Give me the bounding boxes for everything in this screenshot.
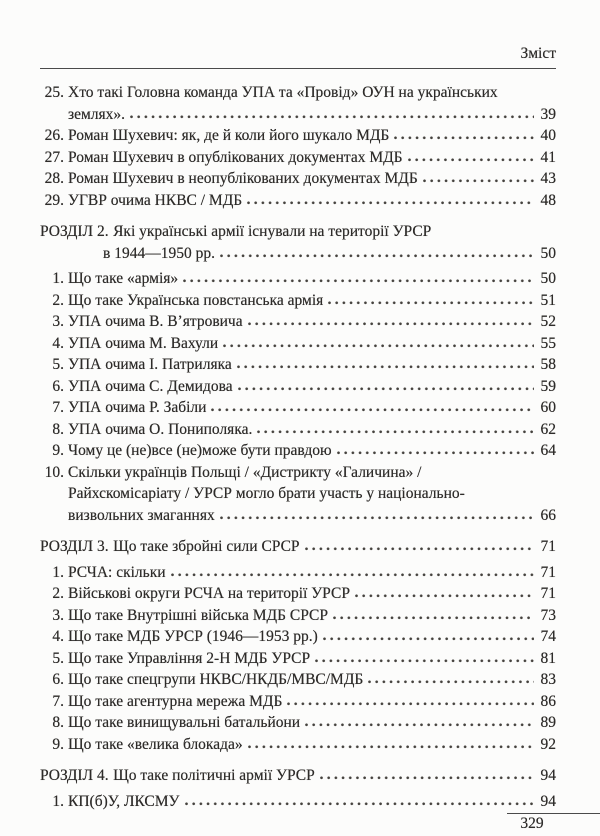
toc-item	[40, 419, 556, 441]
entry-number: 7.	[52, 399, 64, 416]
entry-number: 2.	[52, 585, 64, 602]
dot-leader	[355, 594, 534, 598]
entry-number: 2.	[52, 291, 64, 309]
entry-page-number: 48	[540, 191, 556, 209]
entry-number: 4.	[52, 628, 64, 645]
entry-title: Що таке політичні армії УРСР	[113, 767, 315, 784]
toc-row	[40, 691, 556, 713]
entry-page-number: 71	[540, 585, 556, 602]
toc-row	[40, 712, 556, 734]
toc-item	[40, 190, 556, 212]
entry-title: Військові округи РСЧА на території УРСР	[68, 585, 350, 602]
toc-item	[40, 311, 556, 333]
entry-number: 4.	[52, 334, 64, 352]
toc-row	[40, 440, 556, 462]
toc-item	[40, 626, 556, 648]
toc-list	[0, 69, 600, 812]
toc-item	[40, 648, 556, 670]
entry-number: 7.	[52, 692, 64, 710]
toc-item	[40, 734, 556, 756]
entry-page-number: 94	[540, 792, 556, 810]
entry-title: Роман Шухевич: як, де й коли його шукало МДБ	[68, 127, 390, 144]
toc-chapter	[40, 221, 556, 264]
entry-title: Чому це (не)все (не)може бути правдою	[68, 442, 332, 459]
dot-leader	[305, 547, 534, 551]
entry-page-number: 62	[540, 420, 556, 438]
entry-number: 25.	[44, 84, 64, 101]
entry-number: 9.	[52, 735, 64, 753]
toc-row	[40, 536, 556, 558]
toc-row	[40, 397, 556, 419]
entry-page-number: 52	[540, 313, 556, 330]
toc-row	[40, 419, 556, 441]
entry-page-number: 43	[540, 170, 556, 187]
entry-page-number: 39	[540, 105, 556, 123]
dot-leader	[333, 616, 534, 620]
dot-leader	[368, 680, 534, 684]
toc-row	[40, 147, 556, 169]
toc-row	[40, 243, 556, 265]
toc-item	[40, 147, 556, 169]
entry-number: 28.	[44, 170, 64, 187]
entry-title: Хто такі Головна команда УПА та «Провід» ОУН на українських	[68, 84, 498, 101]
dot-leader	[171, 573, 534, 577]
toc-row	[40, 462, 556, 484]
toc-row	[40, 376, 556, 398]
entry-page-number: 40	[540, 127, 556, 144]
entry-title: Що таке МДБ УРСР (1946—1953 рр.)	[68, 628, 318, 645]
toc-row	[40, 648, 556, 670]
page-title: Зміст	[520, 45, 556, 62]
dot-leader	[287, 702, 534, 706]
entry-number: 5.	[52, 356, 64, 373]
entry-title: Райхскомісаріату / УРСР могло брати участь у національно-	[68, 485, 465, 502]
toc-row	[40, 734, 556, 756]
footer-rule	[507, 813, 600, 833]
dot-leader	[238, 387, 534, 391]
entry-page-number: 74	[540, 628, 556, 645]
toc-row	[40, 483, 556, 505]
entry-title: УПА очима І. Патриляка	[68, 356, 232, 373]
chapter-label: РОЗДІЛ 4.	[40, 767, 109, 784]
toc-item	[40, 268, 556, 290]
dot-leader	[248, 745, 534, 749]
entry-page-number: 89	[540, 714, 556, 731]
entry-page-number: 60	[540, 399, 556, 416]
entry-number: 8.	[52, 420, 64, 438]
toc-chapter	[40, 765, 556, 787]
toc-row	[40, 190, 556, 212]
entry-title: Що таке Управління 2-Н МДБ УРСР	[68, 649, 311, 667]
entry-title: Що таке агентурна мережа МДБ	[68, 692, 283, 710]
entry-title: Що таке Українська повстанська армія	[68, 291, 324, 309]
entry-page-number: 50	[540, 270, 556, 287]
toc-item	[40, 583, 556, 605]
toc-row	[40, 669, 556, 691]
dot-leader	[320, 776, 534, 780]
toc-item	[40, 354, 556, 376]
dot-leader	[394, 136, 534, 140]
toc-item	[40, 168, 556, 190]
entry-title: УПА очима Р. Забіли	[68, 399, 207, 416]
entry-number: 10.	[44, 463, 64, 481]
entry-page-number: 71	[540, 563, 556, 581]
toc-row	[40, 168, 556, 190]
entry-page-number: 81	[540, 649, 556, 667]
toc-row	[40, 125, 556, 147]
entry-number: 6.	[52, 377, 64, 395]
toc-row	[40, 626, 556, 648]
toc-item	[40, 376, 556, 398]
toc-row	[40, 268, 556, 290]
entry-page-number: 92	[540, 735, 556, 753]
toc-row	[40, 505, 556, 527]
entry-page-number: 64	[540, 442, 556, 459]
toc-row	[40, 605, 556, 627]
entry-title: Роман Шухевич в опублікованих документах МДБ	[68, 148, 403, 166]
toc-row	[40, 765, 556, 787]
running-head	[0, 0, 600, 62]
toc-row	[40, 791, 556, 813]
toc-item	[40, 791, 556, 813]
entry-title: Які українські армії існували на території УРСР	[113, 223, 432, 240]
toc-row	[40, 82, 556, 104]
entry-title: Що таке збройні сили СРСР	[113, 538, 300, 555]
entry-page-number: 83	[540, 671, 556, 688]
entry-page-number: 51	[540, 291, 556, 309]
dot-leader	[337, 451, 534, 455]
entry-page-number: 50	[540, 244, 556, 262]
dot-leader	[315, 659, 534, 663]
toc-item	[40, 440, 556, 462]
entry-page-number: 71	[540, 538, 556, 555]
entry-number: 8.	[52, 714, 64, 731]
dot-leader	[423, 179, 534, 183]
entry-title: Що таке винищувальні батальйони	[68, 714, 301, 731]
dot-leader	[185, 802, 535, 806]
entry-number: 27.	[44, 148, 64, 166]
toc-row	[40, 290, 556, 312]
entry-title: землях».	[68, 105, 126, 123]
entry-number: 26.	[44, 127, 64, 144]
entry-title: Що таке «армія»	[68, 270, 179, 287]
entry-title: УПА очима О. Пониполяка.	[68, 420, 253, 438]
dot-leader	[220, 254, 534, 258]
toc-row	[40, 333, 556, 355]
toc-item	[40, 712, 556, 734]
toc-item	[40, 462, 556, 527]
entry-number: 1.	[52, 792, 64, 810]
dot-leader	[248, 322, 534, 326]
entry-title: УПА очима М. Вахули	[68, 334, 219, 352]
dot-leader	[130, 115, 534, 119]
toc-row	[40, 221, 556, 243]
toc-item	[40, 333, 556, 355]
entry-number: 9.	[52, 442, 64, 459]
dot-leader	[305, 723, 534, 727]
entry-title: УГВР очима НКВС / МДБ	[68, 191, 243, 209]
entry-page-number: 59	[540, 377, 556, 395]
toc-row	[40, 354, 556, 376]
entry-title: в 1944—1950 рр.	[103, 244, 215, 262]
toc-item	[40, 605, 556, 627]
entry-page-number: 66	[540, 506, 556, 524]
entry-page-number: 73	[540, 606, 556, 624]
entry-title: Що таке Внутрішні війська МДБ СРСР	[68, 606, 328, 624]
dot-leader	[211, 408, 534, 412]
dot-leader	[247, 201, 534, 205]
toc-item	[40, 82, 556, 125]
toc-row	[40, 583, 556, 605]
toc-row	[40, 311, 556, 333]
entry-number: 1.	[52, 270, 64, 287]
entry-title: УПА очима В. В’ятровича	[68, 313, 243, 330]
entry-title: Скільки українців Польщі / «Дистрикту «Галичина» /	[68, 463, 422, 481]
entry-number: 6.	[52, 671, 64, 688]
toc-item	[40, 691, 556, 713]
toc-row	[40, 104, 556, 126]
entry-title: Що таке «велика блокада»	[68, 735, 243, 753]
entry-title: Що таке спецгрупи НКВС/НКДБ/МВС/МДБ	[68, 671, 364, 688]
entry-number: 1.	[52, 563, 64, 581]
dot-leader	[220, 516, 534, 520]
toc-row	[40, 562, 556, 584]
entry-title: КП(б)У, ЛКСМУ	[68, 792, 180, 810]
dot-leader	[408, 158, 534, 162]
dot-leader	[257, 430, 534, 434]
entry-page-number: 55	[540, 334, 556, 352]
toc-item	[40, 669, 556, 691]
dot-leader	[328, 301, 534, 305]
chapter-label: РОЗДІЛ 3.	[40, 538, 109, 555]
toc-item	[40, 562, 556, 584]
entry-title: УПА очима С. Демидова	[68, 377, 233, 395]
folio-page-number: 329	[520, 815, 544, 832]
chapter-label: РОЗДІЛ 2.	[40, 223, 109, 240]
dot-leader	[223, 344, 534, 348]
toc-item	[40, 290, 556, 312]
entry-page-number: 94	[540, 767, 556, 784]
entry-number: 3.	[52, 606, 64, 624]
toc-item	[40, 125, 556, 147]
dot-leader	[237, 365, 534, 369]
dot-leader	[323, 637, 534, 641]
entry-number: 29.	[44, 191, 64, 209]
entry-page-number: 58	[540, 356, 556, 373]
entry-title: визвольних змаганнях	[68, 506, 215, 524]
entry-page-number: 86	[540, 692, 556, 710]
dot-leader	[183, 279, 534, 283]
entry-number: 3.	[52, 313, 64, 330]
entry-title: Роман Шухевич в неопублікованих документах МДБ	[68, 170, 418, 187]
entry-number: 5.	[52, 649, 64, 667]
toc-chapter	[40, 536, 556, 558]
entry-title: РСЧА: скільки	[68, 563, 166, 581]
toc-item	[40, 397, 556, 419]
entry-page-number: 41	[540, 148, 556, 166]
